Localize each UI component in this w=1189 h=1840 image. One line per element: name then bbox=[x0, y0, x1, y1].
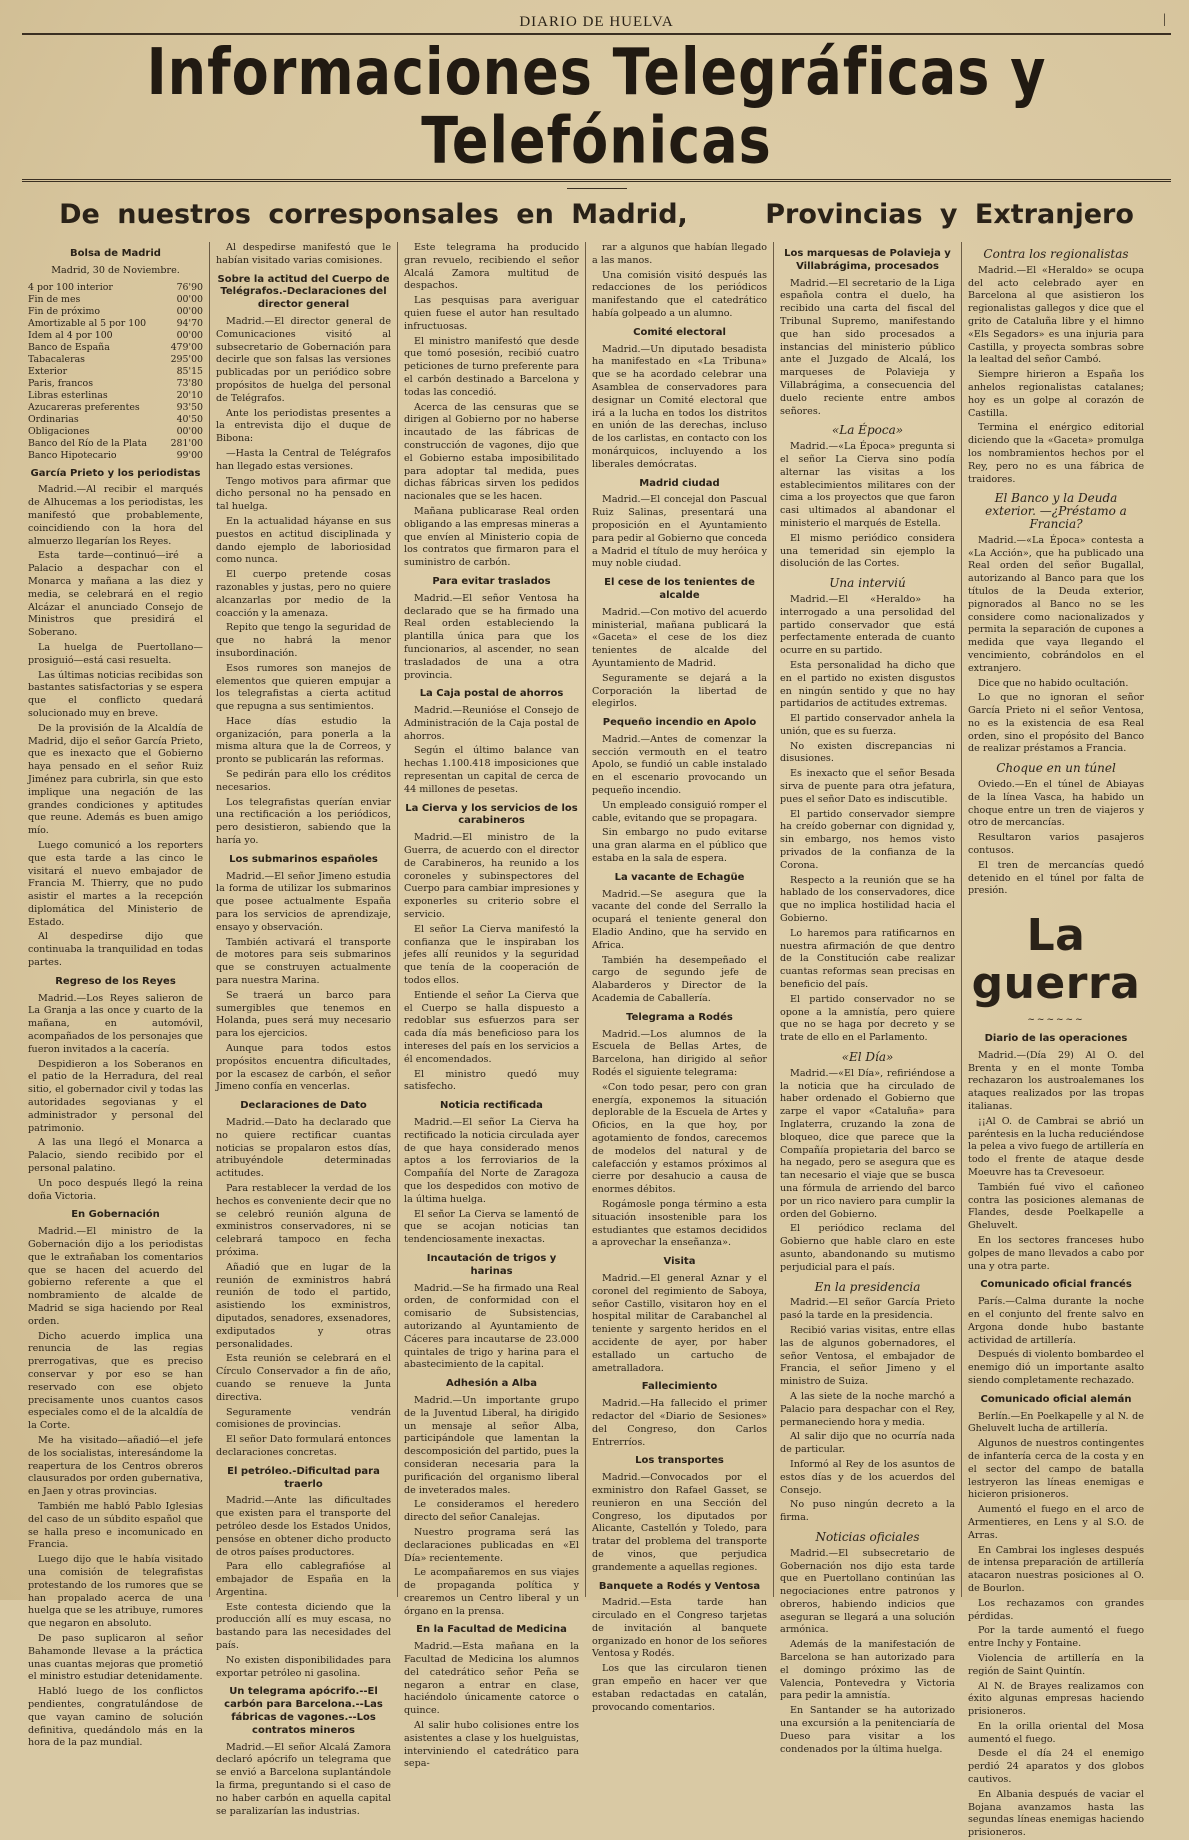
article-paragraph: Madrid.—El director general de Comunicaciones visitó al subsecretario de Gobernación para decirle que son falsas las versiones publicadas por un periódico sobre propósitos de huelga del personal de Telégrafos. bbox=[216, 315, 391, 404]
article-paragraph: De la provisión de la Alcaldía de Madrid, dijo el señor García Prieto, que es inexacto que el Gobierno haya pensado en el señor Ruiz Jiménez para cubrirla, sin que esto implique una negación de las grandes condiciones y aptitudes que reune. Además es buen amigo mío. bbox=[28, 722, 203, 837]
article-heading: El Banco y la Deuda exterior. —¿Préstamo a Francia? bbox=[985, 491, 1127, 531]
page-number-mark: | bbox=[1163, 12, 1167, 27]
article-paragraph: En Cambrai los ingleses después de intensa preparación de artillería atacaron nuestras posiciones al O. de Bourlon. bbox=[968, 1544, 1144, 1594]
article-paragraph: Seguramente se dejará a la Corporación la libertad de elegirlos. bbox=[592, 672, 767, 710]
article-heading: La vacante de Echagüe bbox=[614, 871, 745, 883]
article-paragraph: Dice que no habido ocultación. bbox=[978, 677, 1129, 689]
stock-row bbox=[28, 426, 203, 438]
bolsa-heading: Bolsa de Madrid bbox=[70, 248, 161, 259]
article-paragraph: Los que las circularon tienen gran empeño en hacer ver que estaban redactadas en catalán, provocando comentarios. bbox=[592, 1663, 767, 1713]
stock-row bbox=[28, 438, 203, 450]
article-paragraph: En la actualidad háyanse en sus puestos en actitud disciplinada y dando ejemplo de laboriosidad como nunca. bbox=[216, 515, 391, 566]
stock-row bbox=[28, 330, 203, 342]
stock-name: 4 por 100 interior bbox=[28, 281, 113, 293]
article-heading: Incautación de trigos y harinas bbox=[426, 1252, 557, 1277]
stock-name: Amortizable al 5 por 100 bbox=[28, 317, 147, 329]
article-paragraph: El tren de mercancías quedó detenido en el túnel por falta de presión. bbox=[968, 859, 1144, 897]
stock-value: 295'00 bbox=[170, 353, 203, 365]
article-heading: Los marquesas de Polavieja y Villabrágima, procesados bbox=[784, 248, 951, 272]
article-heading: Los transportes bbox=[635, 1455, 724, 1467]
article-paragraph: También fué vivo el cañoneo contra las posiciones alemanas de Flandes, desde Poelkapelle a Gheluvelt. bbox=[968, 1181, 1144, 1232]
article-heading: Una interviú bbox=[829, 576, 906, 591]
article-paragraph: El ministro quedó muy satisfecho. bbox=[404, 1068, 579, 1093]
article-heading: Noticias oficiales bbox=[815, 1529, 920, 1544]
stock-row bbox=[28, 390, 203, 402]
article-heading: En la Facultad de Medicina bbox=[416, 1624, 567, 1636]
article-paragraph: Por la tarde aumentó el fuego entre Inchy y Fontaine. bbox=[968, 1625, 1144, 1650]
article-paragraph: Seguramente vendrán comisiones de provincias. bbox=[216, 1406, 391, 1431]
article-paragraph: Dicho acuerdo implica una renuncia de las regias prerrogativas, que es preciso conservar y por eso se han reservado con ese objeto precisamente unos cuantos casos especiales como el de la alcaldía de la Corte. bbox=[28, 1330, 203, 1432]
article-paragraph: Madrid.—Ha fallecido el primer redactor del «Diario de Sesiones» del Congreso, don Carlos Entrerríos. bbox=[592, 1398, 767, 1448]
article-paragraph: En Albania después de vaciar el Bojana avanzamos hasta las segundas líneas enemigas haciendo prisioneros. bbox=[968, 1788, 1144, 1839]
article-paragraph: Un empleado consiguió romper el cable, evitando que se propagara. bbox=[592, 799, 767, 824]
article-heading: Un telegrama apócrifo.--El carbón para Barcelona.--Las fábricas de vagones.--Los contratos mineros bbox=[224, 1686, 383, 1736]
stock-name: Idem al 4 por 100 bbox=[28, 329, 113, 341]
article-heading: Contra los regionalistas bbox=[983, 247, 1129, 261]
article-paragraph: Violencia de artillería en la región de Saint Quintín. bbox=[968, 1652, 1144, 1677]
article-paragraph: Al salir dijo que no ocurría nada de particular. bbox=[780, 1431, 955, 1456]
article-paragraph: Madrid.—El señor Ventosa ha declarado que se ha firmado una Real orden estableciendo la plantilla única para que los funcionarios, al ascender, no sean trasladados de una a otra provincia. bbox=[404, 592, 579, 681]
article-paragraph: También me habló Pablo Iglesias del caso de un súbdito español que se halla preso e incomunicado en Francia. bbox=[28, 1500, 203, 1551]
article-paragraph: El periódico reclama del Gobierno que hable claro en este asunto, abandonando su mutismo perjudicial para el país. bbox=[780, 1223, 955, 1273]
article-heading: Diario de las operaciones bbox=[984, 1033, 1128, 1045]
stock-row bbox=[28, 450, 203, 462]
stock-row bbox=[28, 378, 203, 390]
article-columns bbox=[22, 242, 1171, 1839]
article-paragraph: La huelga de Puertollano—prosiguió—está casi resuelta. bbox=[28, 641, 203, 666]
article-paragraph: El mismo periódico considera una temeridad sin ejemplo la disolución de las Cortes. bbox=[780, 532, 955, 570]
article-heading: La Cierva y los servicios de los carabineros bbox=[405, 802, 578, 827]
article-paragraph: Las últimas noticias recibidas son bastantes satisfactorias y se espera que el conflicto quedará solucionado muy en breve. bbox=[28, 669, 203, 719]
article-paragraph: Lo que no ignoran el señor García Prieto ni el señor Ventosa, no es la existencia de esa Real orden, sino el propósito del Banco de realizar préstamos a Francia. bbox=[968, 692, 1144, 755]
article-paragraph: Esos rumores son manejos de elementos que quieren empujar a los telegrafistas a cierta actitud que repugna a sus sentimientos. bbox=[216, 662, 391, 713]
stock-row bbox=[28, 402, 203, 414]
stock-value: 94'70 bbox=[176, 317, 203, 329]
article-heading: En la presidencia bbox=[814, 1279, 921, 1294]
ornament-divider: ~~~~~~ bbox=[1027, 1015, 1085, 1026]
article-paragraph: En la orilla oriental del Mosa aumentó el fuego. bbox=[968, 1720, 1144, 1745]
masthead bbox=[22, 14, 1171, 35]
article-paragraph: A las una llegó el Monarca a Palacio, siendo recibido por el personal palatino. bbox=[28, 1137, 203, 1175]
article-paragraph: Las pesquisas para averiguar quien fuese el autor han resultado infructuosas. bbox=[404, 295, 579, 332]
article-heading: Para evitar traslados bbox=[432, 575, 551, 587]
stock-value: 00'00 bbox=[176, 293, 203, 305]
stock-row bbox=[28, 318, 203, 330]
article-paragraph: Algunos de nuestros contingentes de infantería cerca de la costa y en el sector del campo de batalla lestryeron las líneas enemigas e hicieron prisioneros. bbox=[968, 1438, 1144, 1501]
article-paragraph: Madrid.—Los alumnos de la Escuela de Bellas Artes, de Barcelona, han dirigido al señor Rodés el siguiente telegrama: bbox=[592, 1028, 767, 1079]
article-paragraph: Resultaron varios pasajeros contusos. bbox=[968, 832, 1144, 857]
article-paragraph: Los rechazamos con grandes pérdidas. bbox=[968, 1597, 1144, 1622]
article-paragraph: Nuestro programa será las declaraciones publicadas en «El Día» recientemente. bbox=[404, 1526, 579, 1564]
article-paragraph: Berlín.—En Poelkapelle y al N. de Gheluvelt lucha de artillería. bbox=[968, 1410, 1144, 1435]
article-paragraph: Hace días estudio la organización, para ponerla a la misma altura que la de Correos, y pronto se publicarán las reformas. bbox=[216, 715, 391, 766]
article-paragraph: Este contesta diciendo que la producción allí es muy escasa, no bastando para las necesidades del país. bbox=[216, 1601, 391, 1652]
stock-value: 281'00 bbox=[170, 437, 203, 449]
article-paragraph: Madrid.—Convocados por el exministro don Rafael Gasset, se reunieron en una Sección del Congreso, los diputados por Alicante, Castellón y Toledo, para tratar del problema del transporte de vinos, que perjudica grandemente a aquellas regiones. bbox=[592, 1472, 767, 1573]
article-paragraph: Madrid.—Se asegura que la vacante del conde del Serrallo la ocupará el teniente general don Eladio Andino, que ha servido en Africa. bbox=[592, 888, 767, 951]
article-paragraph: Madrid.—El señor Alcalá Zamora declaró apócrifo un telegrama que se envió a Barcelona suplantándole la firma, preguntando si el caso de no haber carbón en aquella capital se paralizarían las industrias. bbox=[216, 1741, 391, 1817]
column-2 bbox=[210, 242, 398, 1817]
stock-value: 00'00 bbox=[176, 425, 203, 437]
article-paragraph: No existen disponibilidades para exportar petróleo ni gasolina. bbox=[216, 1654, 391, 1679]
article-heading: Los submarinos españoles bbox=[229, 853, 378, 865]
stock-value: 479'00 bbox=[170, 341, 203, 353]
article-paragraph: Añadió que en lugar de la reunión de exministros habrá reunión de todo el partido, asistiendo los exministros, diputados, senadores, exsenadores, exdiputados y otras personalidades. bbox=[216, 1261, 391, 1350]
stock-name: Fin de próximo bbox=[28, 305, 100, 317]
article-paragraph: También ha desempeñado el cargo de segundo jefe de Alabarderos y Director de la Academia de Caballería. bbox=[592, 954, 767, 1005]
section-title-war: La guerra bbox=[971, 910, 1141, 1010]
article-paragraph: Madrid.—Un importante grupo de la Juventud Liberal, ha dirigido un mensaje al señor Alba, participándole que lamentan la descomposición del partido, pues la consideran necesaria para la purificación del organismo liberal de inveterados males. bbox=[404, 1394, 579, 1496]
article-paragraph: Esta tarde—continuó—iré a Palacio a despachar con el Monarca y mañana a las diez y media, se celebrará en el regio Alcázar el anunciado Consejo de Ministros que presidirá el Soberano. bbox=[28, 550, 203, 639]
article-paragraph: Madrid.—El «Heraldo» ha interrogado a una persolidad del partido conservador que está perfectamente enterada de cuanto ocurre en su partido. bbox=[780, 593, 955, 657]
stock-table bbox=[28, 282, 203, 462]
stock-name: Obligaciones bbox=[28, 425, 90, 437]
article-heading: Comunicado oficial francés bbox=[980, 1279, 1132, 1291]
article-heading: El petróleo.-Dificultad para traerlo bbox=[227, 1465, 380, 1490]
stock-name: Azucareras preferentes bbox=[28, 401, 140, 413]
article-paragraph: Madrid.—El ministro de la Guerra, de acuerdo con el director de Carabineros, ha reunido a los coroneles y subinspectores del Cuerpo para cambiar impresiones y exponerles su criterio sobre el servicio. bbox=[404, 832, 579, 921]
column-3 bbox=[398, 242, 586, 1770]
article-paragraph: El señor La Cierva se lamentó de que se acojan noticias tan tendenciosamente inexactas. bbox=[404, 1208, 579, 1246]
column-6 bbox=[962, 242, 1150, 1839]
article-paragraph: Al despedirse dijo que continuaba la tranquilidad en todas partes. bbox=[28, 931, 203, 969]
article-paragraph: Lo haremos para ratificarnos en nuestra afirmación de que dentro de la Constitución cabe realizar cuantas reformas sean precisas en beneficio del país. bbox=[780, 927, 955, 991]
bolsa-date: Madrid, 30 de Noviembre. bbox=[51, 264, 180, 276]
stock-value: 99'00 bbox=[176, 449, 203, 461]
masthead-title: DIARIO DE HUELVA bbox=[519, 14, 674, 30]
stock-value: 40'50 bbox=[176, 413, 203, 425]
column-1 bbox=[22, 242, 210, 1749]
article-paragraph: A las siete de la noche marchó a Palacio para despachar con el Rey, permaneciendo hora y media. bbox=[780, 1390, 955, 1428]
article-paragraph: Acerca de las censuras que se dirigen al Gobierno por no haberse incautado de las fábricas de construcción de vagones, dijo que el Gobierno estaba imposibilitado para adoptar tal medida, pues dichas fábricas sirven los pedidos nacionales que se les hacen. bbox=[404, 401, 579, 503]
article-paragraph: Esta reunión se celebrará en el Círculo Conservador a fin de año, cuando se renueve la Junta directiva. bbox=[216, 1353, 391, 1403]
article-heading: Pequeño incendio en Apolo bbox=[602, 717, 757, 729]
stock-row bbox=[28, 414, 203, 426]
article-heading: Banquete a Rodés y Ventosa bbox=[598, 1580, 761, 1592]
article-paragraph: Para ello cablegrafióse al embajador de España en la Argentina. bbox=[216, 1561, 391, 1598]
article-paragraph: Entiende el señor La Cierva que el Cuerpo se halla dispuesto a redoblar sus esfuerzos para ser cada día más beneficioso para los intereses del país en los servicios a él encomendados. bbox=[404, 989, 579, 1065]
stock-name: Banco de España bbox=[28, 341, 110, 353]
article-paragraph: Rogámosle ponga término a esta situación insostenible para los estudiantes que estamos decididos a aprovechar la enseñanza». bbox=[592, 1198, 767, 1249]
article-paragraph: Oviedo.—En el túnel de Abiayas de la línea Vasca, ha habido un choque entre un tren de viajeros y otro de mercancías. bbox=[968, 779, 1144, 829]
article-paragraph: Mañana publicarase Real orden obligando a las empresas mineras a que envíen al Ministerio copia de los contratos que firmaron para el suministro de carbón. bbox=[404, 505, 579, 569]
article-paragraph: Madrid.—Con motivo del acuerdo ministerial, mañana publicará la «Gaceta» el cese de los diez tenientes de alcalde del Ayuntamiento de Madrid. bbox=[592, 606, 767, 669]
article-heading: «La Época» bbox=[831, 423, 904, 438]
article-paragraph: El señor Dato formulará entonces declaraciones concretas. bbox=[216, 1434, 391, 1458]
article-heading: Choque en un túnel bbox=[996, 761, 1116, 776]
article-paragraph: En los sectores franceses hubo golpes de mano llevados a cabo por una y otra parte. bbox=[968, 1235, 1144, 1272]
sub-headline bbox=[22, 199, 1171, 230]
article-paragraph: Repito que tengo la seguridad de que no habrá la menor insubordinación. bbox=[216, 622, 391, 659]
article-paragraph: Madrid.—«La Época» pregunta si el señor La Cierva sino podía alternar las visitas a los establecimientos militares con der cima a los proyectos que que faron casi ultimados al abandonar el ministerio el marqués de Estella. bbox=[780, 441, 955, 529]
article-paragraph: Aumentó el fuego en el arco de Armentieres, en Lens y al S.O. de Arras. bbox=[968, 1504, 1144, 1541]
stock-value: 20'10 bbox=[176, 389, 203, 401]
article-paragraph: Recibió varias visitas, entre ellas las de algunos gobernadores, el señor Ventosa, el embajador de Francia, el señor Jimeno y el ministro de Suiza. bbox=[780, 1324, 955, 1388]
article-paragraph: Aunque para todos estos propósitos encuentra dificultades, por la escasez de carbón, el señor Jimeno confía en vencerlas. bbox=[216, 1043, 391, 1093]
stock-value: 00'00 bbox=[176, 329, 203, 341]
column-5 bbox=[774, 242, 962, 1755]
article-paragraph: Al salir hubo colisiones entre los asistentes a clase y los huelguistas, interviniendo el catedrático para sepa- bbox=[404, 1720, 579, 1770]
article-heading: El cese de los tenientes de alcalde bbox=[604, 577, 755, 601]
stock-row bbox=[28, 354, 203, 366]
article-paragraph: —Hasta la Central de Telégrafos han llegado estas versiones. bbox=[216, 447, 391, 472]
article-paragraph: El cuerpo pretende cosas razonables y justas, pero no quiere alcanzarlas por medio de la coacción y la amenaza. bbox=[216, 569, 391, 619]
article-paragraph: Madrid.—Esta tarde han circulado en el Congreso tarjetas de invitación al banquete organizado en honor de los señores Ventosa y Rodés. bbox=[592, 1597, 767, 1660]
article-paragraph: Despidieron a los Soberanos en el patio de la Herradura, del real sitio, el gobernador civil y todas las autoridades segovianas y el administrador y personal del patrimonio. bbox=[28, 1058, 203, 1134]
article-paragraph: No existen discrepancias ni disusiones. bbox=[780, 740, 955, 765]
article-paragraph: ¡¡Al O. de Cambrai se abrió un paréntesis en la lucha reduciéndose la pelea a vivo fuego de artillería en todo el frente de ataque desde Moeuvre has ta Crevesoeur. bbox=[968, 1115, 1144, 1179]
article-heading: Madrid ciudad bbox=[639, 477, 720, 489]
stock-row bbox=[28, 294, 203, 306]
article-heading: En Gobernación bbox=[71, 1209, 160, 1221]
stock-row bbox=[28, 282, 203, 294]
article-paragraph: Madrid.—Se ha firmado una Real orden, de conformidad con el comisario de Subsistencias, autorizando al Ayuntamiento de Cáceres para incautarse de 23.000 quintales de trigo y harina para el abastecimiento de la capital. bbox=[404, 1282, 579, 1371]
article-paragraph: Madrid.—Reunióse el Consejo de Administración de la Caja postal de ahorros. bbox=[404, 705, 579, 742]
article-paragraph: Se traerá un barco para sumergibles que tenemos en Holanda, pues será muy necesario para los ejercicios. bbox=[216, 989, 391, 1040]
article-paragraph: Habló luego de los conflictos pendientes, congratulándose de que vayan camino de solución definitiva, quedándolo más en la hora de la paz mundial. bbox=[28, 1686, 203, 1749]
stock-value: 00'00 bbox=[176, 305, 203, 317]
article-paragraph: Esta personalidad ha dicho que en el partido no existen disgustos en ningún sentido y que no hay partidarios de actitudes extremas. bbox=[780, 659, 955, 710]
article-paragraph: Madrid.—El señor Jimeno estudia la forma de utilizar los submarinos que posee actualmente España para los servicios de aprendizaje, ensayo y observación. bbox=[216, 870, 391, 933]
article-heading: Adhesión a Alba bbox=[446, 1378, 537, 1390]
article-paragraph: Desde el día 24 el enemigo perdió 24 aparatos y dos globos cautivos. bbox=[968, 1748, 1144, 1786]
article-heading: Declaraciones de Dato bbox=[240, 1100, 367, 1112]
article-paragraph: Este telegrama ha producido gran revuelo, recibiendo el señor Alcalá Zamora multitud de despachos. bbox=[404, 242, 579, 292]
article-heading: Regreso de los Reyes bbox=[55, 975, 176, 987]
article-paragraph: Ante los periodistas presentes a la entrevista dijo el duque de Bibona: bbox=[216, 407, 391, 445]
article-paragraph: «Con todo pesar, pero con gran energía, exponemos la situación deplorable de la Escuela de Artes y Oficios, en la que hoy, por agotamiento de fondos, carecemos de modelos del natural y de calefacción y estamos próximos al cierre por desahucio a causa de enormes débitos. bbox=[592, 1081, 767, 1196]
article-paragraph: Le consideramos el heredero directo del señor Canalejas. bbox=[404, 1499, 579, 1524]
article-paragraph: Respecto a la reunión que se ha hablado de los conservadores, dice que no implica hostilidad hacia el Gobierno. bbox=[780, 874, 955, 925]
stock-name: Ordinarias bbox=[28, 413, 79, 425]
short-divider bbox=[567, 188, 627, 189]
article-paragraph: Es inexacto que el señor Besada sirva de puente para otra jefatura, pues el señor Dato es indiscutible. bbox=[780, 768, 955, 805]
headline-rule bbox=[22, 179, 1171, 182]
article-paragraph: Además de la manifestación de Barcelona se han autorizado para el domingo próximo las de Valencia, Pontevedra y Victoria para pedir la amnistía. bbox=[780, 1639, 955, 1702]
article-paragraph: Madrid.—Ante las dificultades que existen para el transporte del petróleo desde los Estados Unidos, pensóse en obtener dicho producto de otros países productores. bbox=[216, 1495, 391, 1558]
article-paragraph: Una comisión visitó después las redacciones de los periódicos manifestando que el catedrático había golpeado a un alumno. bbox=[592, 269, 767, 319]
article-paragraph: Según el último balance van hechas 1.100.418 imposiciones que representan un capital de cerca de 44 millones de pesetas. bbox=[404, 745, 579, 795]
column-4 bbox=[586, 242, 774, 1713]
article-paragraph: París.—Calma durante la noche en el conjunto del frente salvo en Argona donde hubo bastante actividad de artillería. bbox=[968, 1296, 1144, 1346]
article-heading: Noticia rectificada bbox=[440, 1100, 543, 1112]
article-heading: Visita bbox=[663, 1256, 696, 1268]
article-paragraph: Termina el enérgico editorial diciendo que la «Gaceta» promulga los nombramientos hechos por el Rey, pero no es una fábrica de traidores. bbox=[968, 422, 1144, 485]
article-paragraph: El señor La Cierva manifestó la confianza que le inspiraban los jefes allí reunidos y la seguridad que tenía de la cooperación de todos ellos. bbox=[404, 923, 579, 987]
article-paragraph: El partido conservador no se opone a la amnistía, pero quiere que no se haga por decreto y se trate de ello en el Parlamento. bbox=[780, 993, 955, 1044]
sub-headline-part2: Provincias y Extranjero bbox=[765, 199, 1134, 230]
article-paragraph: Después di violento bombardeo el enemigo dió un importante asalto siendo completamente rechazado. bbox=[968, 1349, 1144, 1386]
article-paragraph: Madrid.—El señor La Cierva ha rectificado la noticia circulada ayer de que haya considerado menos aptos a los ferroviarios de la Compañía del Norte de Zaragoza que los despedidos con motivo de la última huelga. bbox=[404, 1117, 579, 1205]
article-paragraph: Luego comunicó a los reporters que esta tarde a las cinco le visitará el nuevo embajador de Francia M. Thierry, que no pudo asistir el martes a la recepción diplomática del Ministerio de Estado. bbox=[28, 839, 203, 928]
article-paragraph: Madrid.—Esta mañana en la Facultad de Medicina los alumnos del catedrático señor Peña se negaron a entrar en clase, haciéndolo únicamente catorce o quince. bbox=[404, 1641, 579, 1717]
stock-name: Libras esterlinas bbox=[28, 389, 108, 401]
sub-headline-part1: De nuestros corresponsales en Madrid, bbox=[59, 199, 688, 230]
article-paragraph: Al N. de Brayes realizamos con éxito algunas empresas haciendo prisioneros. bbox=[968, 1680, 1144, 1718]
stock-name: Banco Hipotecario bbox=[28, 449, 117, 461]
article-paragraph: Madrid.—El señor García Prieto pasó la tarde en la presidencia. bbox=[780, 1297, 955, 1322]
article-paragraph: Madrid.—Un diputado besadista ha manifestado en «La Tribuna» que se ha acordado celebrar una Asamblea de conservadores para designar un Comité electoral que irá a la lucha en todos los distritos en unión de las derechas, incluso de los carlistas, en contacto con los monárquicos, incluyendo a los liberales demócratas. bbox=[592, 343, 767, 470]
article-paragraph: Le acompañaremos en sus viajes de propaganda política y crearemos un Centro liberal y un órgano en la prensa. bbox=[404, 1567, 579, 1617]
article-paragraph: Los telegrafistas querían enviar una rectificación a los periódicos, pero desistieron, sabiendo que la haría yo. bbox=[216, 796, 391, 847]
article-paragraph: Informó al Rey de los asuntos de estos días y de los acuerdos del Consejo. bbox=[780, 1458, 955, 1496]
stock-row bbox=[28, 306, 203, 318]
article-paragraph: No puso ningún decreto a la firma. bbox=[780, 1499, 955, 1524]
article-paragraph: Madrid.—El general Aznar y el coronel del regimiento de Saboya, señor Castillo, visitaron hoy en el hospital militar de Carabanchel al teniente y sargento heridos en el accidente de ayer, por haber estallado un cartucho de ametralladora. bbox=[592, 1272, 767, 1374]
stock-value: 85'15 bbox=[176, 365, 203, 377]
article-heading: Sobre la actitud del Cuerpo de Telégrafos.-Declaraciones del director general bbox=[217, 273, 390, 311]
article-paragraph: Un poco después llegó la reina doña Victoria. bbox=[28, 1177, 203, 1202]
article-paragraph: rar a algunos que habían llegado a las manos. bbox=[592, 242, 767, 266]
article-paragraph: Madrid.—Los Reyes salieron de La Granja a las once y cuarto de la mañana, en automóvil, acompañados de los personajes que fueron invitados a la cacería. bbox=[28, 992, 203, 1055]
article-heading: «El Día» bbox=[841, 1050, 894, 1065]
stock-name: Exterior bbox=[28, 365, 68, 377]
stock-name: Paris, francos bbox=[28, 377, 94, 389]
article-heading: Fallecimiento bbox=[641, 1381, 718, 1393]
article-paragraph: Madrid.—(Día 29) Al O. del Brenta y en el monte Tomba rechazaron los austroalemanes los ataques realizados por las tropas italianas. bbox=[968, 1049, 1144, 1113]
article-paragraph: El partido conservador siempre ha creído gobernar con dignidad y, sin embargo, nos hemos visto privados de la confianza de la Corona. bbox=[780, 808, 955, 871]
article-paragraph: Al despedirse manifestó que le habían visitado varias comisiones. bbox=[216, 242, 391, 266]
stock-value: 76'90 bbox=[176, 281, 203, 293]
stock-name: Tabacaleras bbox=[28, 353, 85, 365]
main-headline: Informaciones Telegráficas y Telefónicas bbox=[146, 35, 1047, 178]
article-paragraph: El ministro manifestó que desde que tomó posesión, recibió cuatro peticiones de turno preferente para el carbón destinado a Barcelona y todas las concedió. bbox=[404, 335, 579, 398]
article-paragraph: Tengo motivos para afirmar que dicho personal no ha pensado en tal huelga. bbox=[216, 475, 391, 513]
stock-name: Banco del Río de la Plata bbox=[28, 437, 147, 449]
article-paragraph: Madrid.—El ministro de la Gobernación dijo a los periodistas que le extrañaban los comentarios que se hacen del acuerdo del gobierno referente a que el nombramiento de alcalde de Madrid se siga haciendo por Real orden. bbox=[28, 1226, 203, 1327]
article-paragraph: Madrid.—El secretario de la Liga española contra el duelo, ha recibido una carta del fiscal del Tribunal Supremo, manifestando que han sido procesados a instancias del ministerio público ante el Juzgado de Alcalá, los marqueses de Polavieja y Villabrágima, a consecuencia del duelo reciente entre ambos señores. bbox=[780, 277, 955, 417]
article-paragraph: Siempre hirieron a España los anhelos regionalistas catalanes; hoy es un golpe al corazón de Castilla. bbox=[968, 369, 1144, 419]
article-paragraph: El partido conservador anhela la unión, que es su fuerza. bbox=[780, 713, 955, 737]
article-paragraph: Madrid.—Antes de comenzar la sección vermouth en el teatro Apolo, se fundió un cable instalado en el escenario provocando un pequeño incendio. bbox=[592, 733, 767, 797]
article-paragraph: Luego dijo que le había visitado una comisión de telegrafistas protestando de los rumores que se han propalado acerca de una huelga que se les atribuye, rumores que negaron en absoluto. bbox=[28, 1554, 204, 1630]
stock-name: Fin de mes bbox=[28, 293, 81, 305]
article-paragraph: Me ha visitado—añadió—el jefe de los socialistas, interesándome la reapertura de los Centros obreros clausurados por orden gubernativa, en Jaen y otras provincias. bbox=[28, 1434, 203, 1498]
article-paragraph: De paso suplicaron al señor Bahamonde llevase a la práctica unas cuantas mejoras que prometió el ministro estudiar detenidamente. bbox=[28, 1632, 203, 1683]
stock-value: 93'50 bbox=[176, 401, 203, 413]
article-paragraph: Para restablecer la verdad de los hechos es conveniente decir que no se celebró reunión alguna de exministros conservadores, ni se celebrará tampoco en fecha próxima. bbox=[216, 1182, 391, 1258]
article-paragraph: Madrid.—El concejal don Pascual Ruiz Salinas, presentará una proposición en el Ayuntamiento para pedir al Gobierno que conceda a Madrid el título de muy heróica y muy noble ciudad. bbox=[592, 494, 767, 570]
article-heading: Comité electoral bbox=[633, 326, 726, 338]
article-paragraph: Madrid.—Dato ha declarado que no quiere rectificar cuantas noticias se propalaron estos días, atribuyéndole determinadas actitudes. bbox=[216, 1117, 391, 1180]
article-paragraph: Sin embargo no pudo evitarse una gran alarma en el público que estaba en la sala de espera. bbox=[592, 827, 767, 865]
stock-row bbox=[28, 366, 203, 378]
article-heading: Telegrama a Rodés bbox=[626, 1011, 733, 1023]
article-paragraph: Se pedirán para ello los créditos necesarios. bbox=[216, 769, 391, 793]
article-heading: Comunicado oficial alemán bbox=[980, 1393, 1132, 1405]
article-paragraph: También activará el transporte de motores para seis submarinos que se construyen actualmente para nuestra Marina. bbox=[216, 936, 391, 987]
stock-value: 73'80 bbox=[176, 377, 203, 389]
stock-row bbox=[28, 342, 203, 354]
article-paragraph: Madrid.—El subsecretario de Gobernación nos dijo esta tarde que en Puertollano continúan las negociaciones entre patronos y obreros, habiendo indicios que aseguran se llegará a una solución armónica. bbox=[780, 1547, 955, 1636]
article-heading: La Caja postal de ahorros bbox=[419, 688, 564, 700]
article-paragraph: Madrid.—«La Época» contesta a «La Acción», que ha publicado una Real orden del señor Bugallal, autorizando al Banco para que los títulos de la Deuda exterior, pignorados al Banco no se les considere como nacionalizados y permita la separación de cupones a medida que vaya llegando el vencimiento, cobrándolos en el extranjero. bbox=[968, 534, 1144, 674]
article-heading: García Prieto y los periodistas bbox=[30, 467, 201, 479]
article-paragraph: Madrid.—El «Heraldo» se ocupa del acto celebrado ayer en Barcelona al que asistieron los regionalistas gallegos y dice que el grito de Cataluña libre y el himno «Els Segadors» es una injuria para Castilla, y proyecta sombras sobre la lealtad del señor Cambó. bbox=[968, 264, 1144, 366]
article-paragraph: Madrid.—Al recibir el marqués de Alhucemas a los periodistas, les manifestó que probablemente, coincidiendo con la hora del almuerzo llegarían los Reyes. bbox=[28, 484, 203, 547]
article-paragraph: Madrid.—«El Día», refiriéndose a la noticia que ha circulado de haber ordenado el Gobierno que zarpe el vapor «Cataluña» para Inglaterra, cruzando la zona de bloqueo, dice que parece que la Compañía propietaria del barco se ha negado, pero se asegura que es tan necesario el viaje que se busca una fórmula de arriendo del barco por un rico naviero para cumplir la orden del Gobierno. bbox=[780, 1067, 955, 1220]
article-paragraph: En Santander se ha autorizado una excursión a la penitenciaría de Dueso para visitar a los condenados por la última huelga. bbox=[780, 1705, 955, 1755]
